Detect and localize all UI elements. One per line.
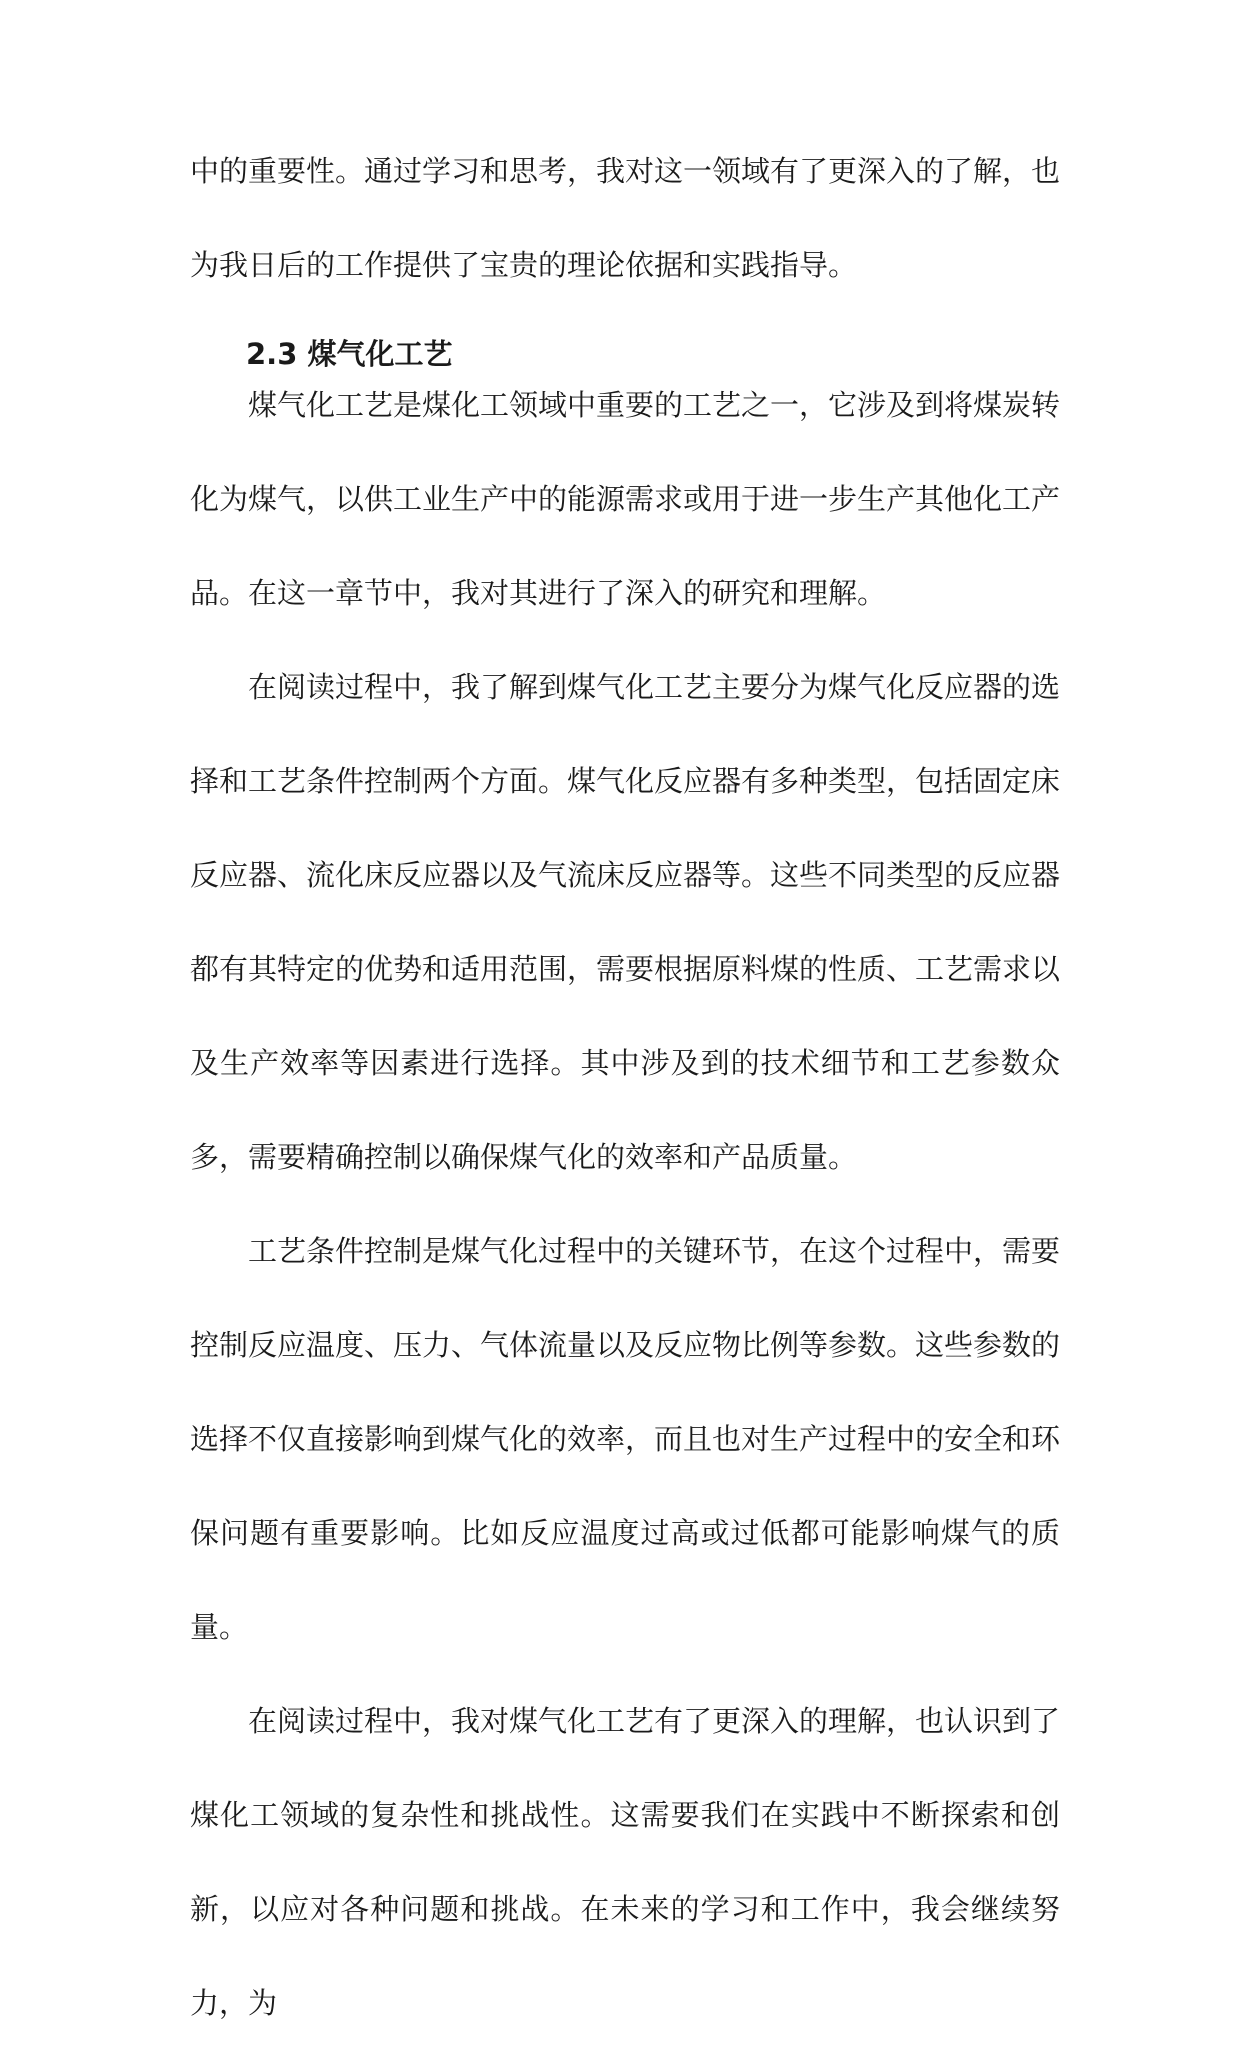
section-heading: 2.3 煤气化工艺 [246,337,453,371]
body-paragraph: 在阅读过程中，我了解到煤气化工艺主要分为煤气化反应器的选择和工艺条件控制两个方面。煤气化反应器有多种类型，包括固定床反应器、流化床反应器以及气流床反应器等。这些不同类型的反应器都有其特定的优势和适用范围，需要根据原料煤的性质、工艺需求以及生产效率等因素进行选择。其中涉及到的技术细节和工艺参数众多，需要精确控制以确保煤气化的效率和产品质量。 [190,670,1061,1174]
body-paragraph: 在阅读过程中，我对煤气化工艺有了更深入的理解，也认识到了煤化工领域的复杂性和挑战性。这需要我们在实践中不断探索和创新，以应对各种问题和挑战。在未来的学习和工作中，我会继续努力，为 [190,1704,1061,2020]
body-paragraph: 工艺条件控制是煤气化过程中的关键环节，在这个过程中，需要控制反应温度、压力、气体流量以及反应物比例等参数。这些参数的选择不仅直接影响到煤气化的效率，而且也对生产过程中的安全和环保问题有重要影响。比如反应温度过高或过低都可能影响煤气的质量。 [190,1234,1061,1644]
paragraph-text: 中的重要性。通过学习和思考，我对这一领域有了更深入的了解，也为我日后的工作提供了宝贵的理论依据和实践指导。 [190,154,1061,282]
section-body [190,358,1060,2050]
body-paragraph: 煤气化工艺是煤化工领域中重要的工艺之一，它涉及到将煤炭转化为煤气，以供工业生产中的能源需求或用于进一步生产其他化工产品。在这一章节中，我对其进行了深入的研究和理解。 [190,388,1061,610]
continuation-paragraph [190,124,1060,312]
